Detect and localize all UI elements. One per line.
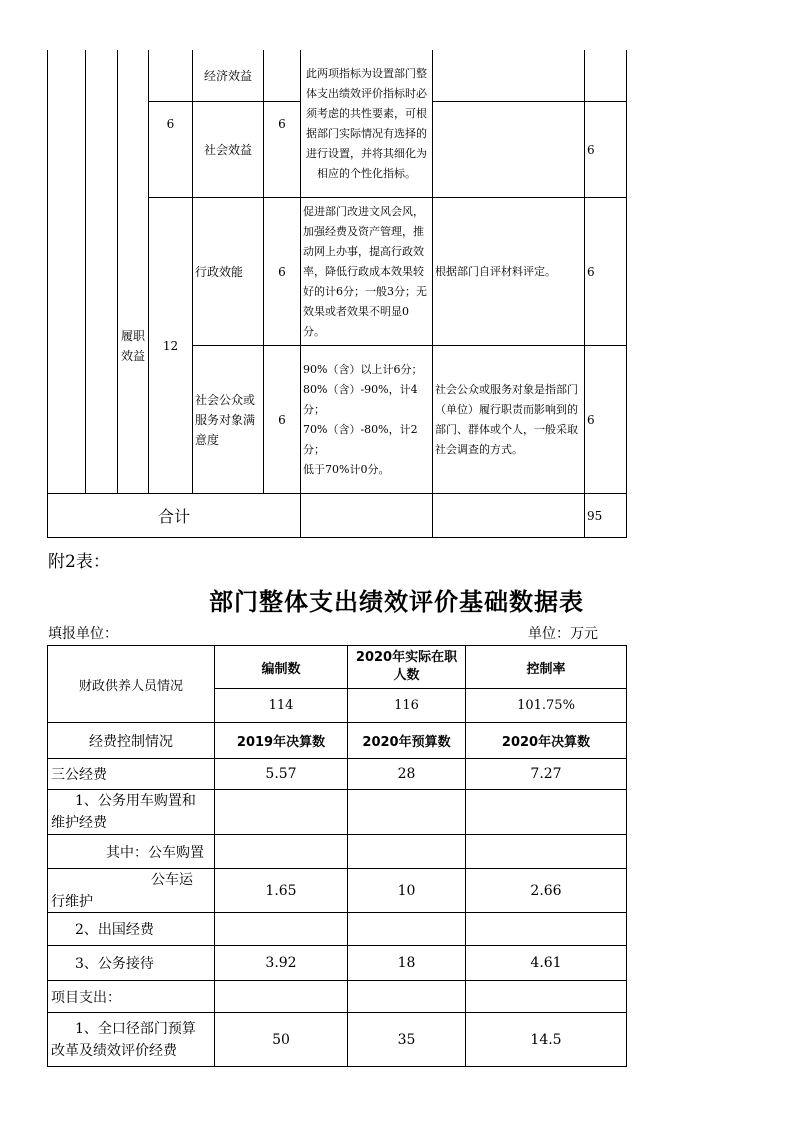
row-label: 1、全口径部门预算 [75, 1020, 196, 1037]
admin-result: 6 [587, 264, 595, 279]
cell-value: 10 [397, 882, 416, 899]
unit-label: 单位：万元 [528, 626, 598, 642]
cell-value: 5.57 [265, 766, 297, 782]
cell-value: 4.61 [530, 955, 562, 971]
divider [626, 645, 627, 1067]
expense-col-header: 2019年决算数 [236, 735, 326, 750]
table-row [48, 981, 214, 1012]
total-label: 合计 [157, 507, 190, 526]
staff-value: 114 [268, 698, 294, 713]
table-row [48, 790, 214, 834]
admin-criteria: 促进部门改进文风会风，加强经费及资产管理，推动网上办事，提高行政效率，降低行政成本效果较好的计6分；一般3分；无效果或者效果不明显0分。 [303, 204, 427, 338]
cell-value: 35 [397, 1031, 416, 1048]
row-label: 公车运 [151, 871, 193, 888]
cell-value: 7.27 [530, 766, 562, 782]
cell-value: 1.65 [265, 882, 297, 899]
group1-sub-score: 6 [278, 116, 286, 131]
staff-col-header: 2020年实际在职 [355, 650, 458, 665]
total-value: 95 [587, 508, 603, 523]
divider [47, 1066, 626, 1067]
cell-value: 3.92 [265, 955, 297, 971]
table-row [48, 835, 214, 868]
staff-col-header: 控制率 [526, 661, 566, 677]
admin-efficiency-label: 行政效能 [195, 264, 244, 279]
performance-category: 履职效益 [120, 328, 145, 363]
criteria-line: 低于70%计0分。 [303, 462, 390, 476]
divider [85, 50, 86, 494]
divider [47, 50, 48, 538]
expense-label: 经费控制情况 [89, 733, 173, 750]
satisfaction-score: 6 [278, 412, 286, 427]
divider [47, 537, 626, 538]
criteria-line: 70%（含）-80%，计2分； [303, 422, 418, 456]
criteria-line: 80%（含）-90%，计4分； [303, 382, 418, 416]
staff-label: 财政供养人员情况 [78, 678, 183, 694]
row-label: 三公经费 [51, 767, 107, 783]
satisfaction-result: 6 [587, 412, 595, 427]
cell-value: 14.5 [530, 1031, 562, 1048]
satisfaction-criteria [303, 360, 430, 480]
divider [626, 50, 627, 538]
table-row [48, 1013, 214, 1066]
row-label: 维护经费 [51, 815, 107, 831]
row-label: 其中：公车购置 [106, 844, 204, 861]
admin-score: 6 [278, 264, 286, 279]
expense-col-header: 2020年预算数 [362, 735, 451, 750]
economic-benefit-label: 经济效益 [203, 68, 252, 83]
social-benefit-label: 社会效益 [203, 142, 252, 157]
row-label: 项目支出： [51, 989, 121, 1006]
staff-value: 101.75% [517, 698, 575, 713]
row-label: 3、公务接待 [75, 956, 154, 972]
table-row [48, 913, 214, 945]
page-title: 部门整体支出绩效评价基础数据表 [209, 588, 584, 616]
cell-value: 2.66 [530, 882, 562, 899]
satisfaction-label: 社会公众或服务对象满意度 [195, 392, 256, 447]
group2-score: 12 [162, 338, 179, 353]
row-label: 2、出国经费 [75, 922, 154, 938]
table-row [48, 946, 214, 980]
row-label: 改革及绩效评价经费 [51, 1042, 177, 1059]
cell-value: 28 [397, 766, 416, 782]
table-row [48, 869, 214, 912]
row-label: 行维护 [51, 893, 93, 910]
group1-note: 此两项指标为设置部门整体支出绩效评价指标时必须考虑的共性要素，可根据部门实际情况有选择的进行设置，并将其细化为相应的个性化指标。 [306, 66, 427, 180]
row-label: 1、公务用车购置和 [75, 793, 196, 809]
staff-col-header: 人数 [393, 668, 420, 683]
group1-score: 6 [166, 116, 175, 131]
fill-unit-label: 填报单位： [48, 626, 118, 642]
table-row [48, 759, 214, 789]
appendix-label: 附2表： [48, 552, 110, 572]
social-benefit-result: 6 [587, 142, 595, 157]
satisfaction-method: 社会公众或服务对象是指部门（单位）履行职责而影响到的部门、群体或个人，一般采取社会调查的方式。 [435, 382, 578, 456]
cell-value: 50 [272, 1031, 290, 1048]
criteria-line: 90%（含）以上计6分； [303, 362, 423, 376]
cell-value: 18 [397, 955, 416, 971]
expense-col-header: 2020年决算数 [501, 735, 591, 750]
staff-value: 116 [394, 698, 419, 713]
admin-method: 根据部门自评材料评定。 [435, 264, 556, 278]
staff-col-header: 编制数 [261, 661, 301, 677]
